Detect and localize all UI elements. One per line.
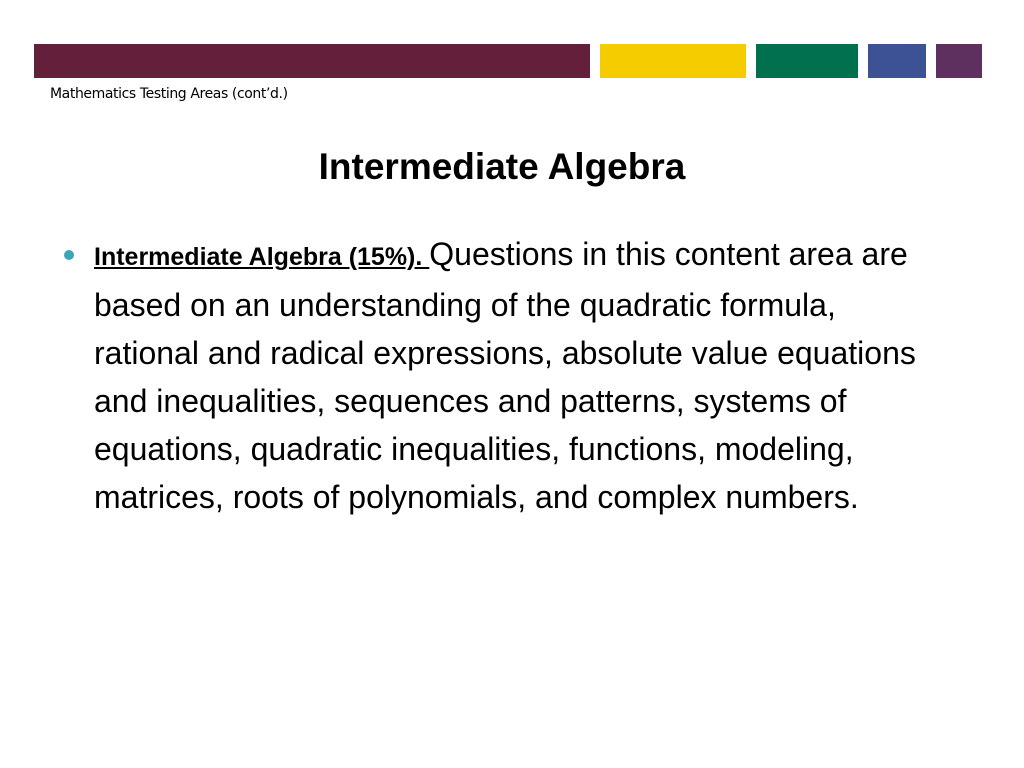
header-color-bar-main: [34, 44, 590, 78]
slide-content: [62, 230, 942, 521]
bullet-term: Intermediate Algebra (15%).: [94, 243, 430, 271]
header-color-block-green: [756, 44, 858, 78]
bullet-dot-icon: [64, 250, 74, 260]
header-color-block-purple: [936, 44, 982, 78]
slide-title: Intermediate Algebra: [318, 146, 686, 187]
bullet-paragraph: [94, 230, 942, 521]
header-color-block-blue: [868, 44, 926, 78]
section-header-label: Mathematics Testing Areas (cont’d.): [50, 86, 288, 102]
bullet-description: Questions in this content area are based on an understanding of the quadratic formula, rational and radical expressions, absolute value equations and inequalities, sequences and patterns, systems of equations, quadratic inequalities, functions, modeling, matrices, roots of polynomials, and complex numbers.: [94, 236, 916, 515]
bullet-item: [62, 230, 942, 521]
header-color-block-yellow: [600, 44, 746, 78]
